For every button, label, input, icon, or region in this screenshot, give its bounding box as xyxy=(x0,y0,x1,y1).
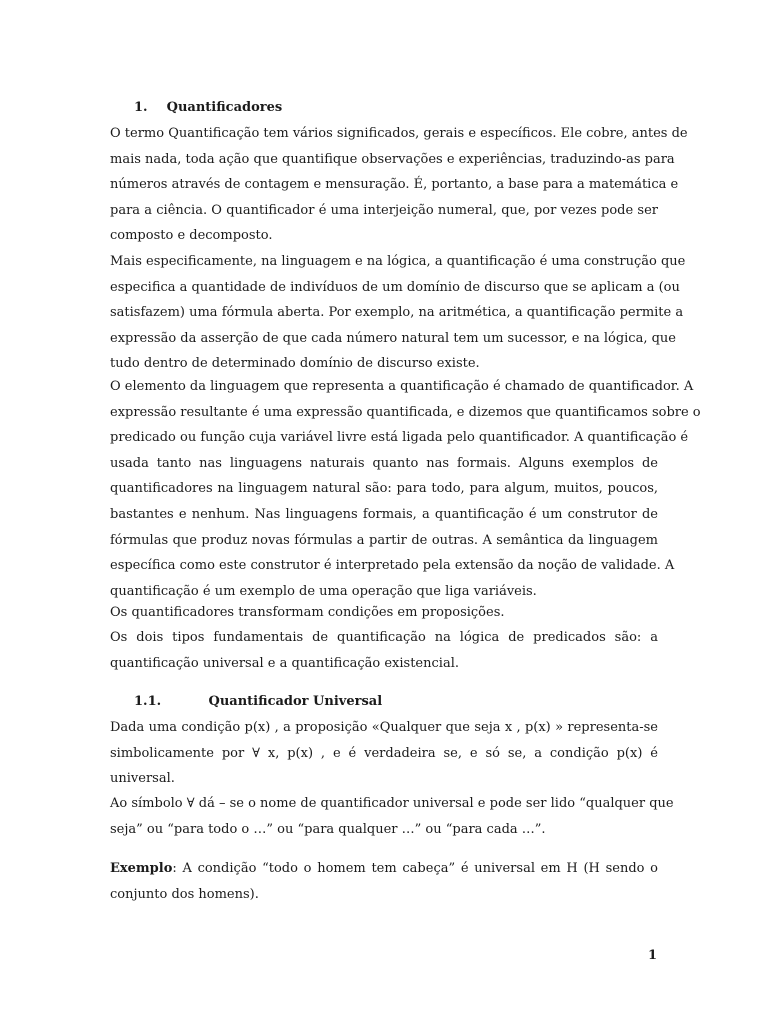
paragraph-line: Mais especificamente, na linguagem e na lógica, a quantificação é uma construção que xyxy=(110,254,686,269)
paragraph-line: O elemento da linguagem que representa a quantificação é chamado de quantificador. A xyxy=(110,379,694,394)
paragraph-line: universal. xyxy=(110,771,175,787)
paragraph-7 xyxy=(110,791,674,842)
paragraph-line: bastantes e nenhum. Nas linguagens formais, a quantificação é um construtor de xyxy=(110,506,658,522)
paragraph-5 xyxy=(110,625,658,676)
section-heading-1 xyxy=(134,98,282,118)
paragraph-line: Os quantificadores transformam condições em proposições. xyxy=(110,605,505,620)
paragraph-line: mais nada, toda ação que quantifique observações e experiências, traduzindo-as para xyxy=(110,151,675,167)
paragraph-3 xyxy=(110,374,701,604)
paragraph-line: seja” ou “para todo o …” ou “para qualquer …” ou “para cada …”. xyxy=(110,821,546,837)
example-paragraph xyxy=(110,856,658,907)
paragraph-line xyxy=(110,856,658,882)
section-title: Quantificadores xyxy=(166,100,283,115)
paragraph-4 xyxy=(110,600,658,626)
paragraph-line: usada tanto nas linguagens naturais quanto nas formais. Alguns exemplos de xyxy=(110,455,658,471)
paragraph-line: Dada uma condição p(x) , a proposição «Qualquer que seja x , p(x) » representa-se xyxy=(110,720,658,735)
section-title: Quantificador Universal xyxy=(208,694,383,709)
paragraph-line: satisfazem) uma fórmula aberta. Por exemplo, na aritmética, a quantificação permite a xyxy=(110,305,684,321)
paragraph-line: expressão da asserção de que cada número natural tem um sucessor, e na lógica, que xyxy=(110,330,676,346)
paragraph-line: para a ciência. O quantificador é uma interjeição numeral, que, por vezes pode ser xyxy=(110,202,658,218)
paragraph-line: Os dois tipos fundamentais de quantificação na lógica de predicados são: a xyxy=(110,630,658,645)
example-label: Exemplo xyxy=(110,861,173,876)
section-number: 1.1. xyxy=(134,694,162,709)
paragraph-line: quantificação universal e a quantificação existencial. xyxy=(110,655,459,671)
paragraph-line: predicado ou função cuja variável livre está ligada pelo quantificador. A quantificação é xyxy=(110,430,689,446)
paragraph-line: Ao símbolo ∀ dá – se o nome de quantificador universal e pode ser lido “qualquer que xyxy=(110,796,674,811)
paragraph-6 xyxy=(110,715,658,792)
paragraph-1 xyxy=(110,121,688,249)
paragraph-line: simbolicamente por ∀ x, p(x) , e é verdadeira se, e só se, a condição p(x) é xyxy=(110,745,658,761)
paragraph-line: quantificação é um exemplo de uma operação que liga variáveis. xyxy=(110,583,537,599)
paragraph-2 xyxy=(110,249,686,377)
section-heading-1-1 xyxy=(134,692,382,712)
paragraph-line: quantificadores na linguagem natural são: para todo, para algum, muitos, poucos, xyxy=(110,481,658,497)
example-text: : A condição “todo o homem tem cabeça” é universal em H (H sendo o xyxy=(172,861,658,876)
section-number: 1. xyxy=(134,100,148,115)
paragraph-line: específica como este construtor é interpretado pela extensão da noção de validade. A xyxy=(110,558,675,574)
paragraph-line: tudo dentro de determinado domínio de discurso existe. xyxy=(110,356,480,372)
document-page xyxy=(110,0,701,1024)
page-number: 1 xyxy=(648,948,658,963)
paragraph-line: números através de contagem e mensuração. É, portanto, a base para a matemática e xyxy=(110,177,679,193)
paragraph-line: composto e decomposto. xyxy=(110,228,273,244)
paragraph-line: O termo Quantificação tem vários significados, gerais e específicos. Ele cobre, antes de xyxy=(110,126,688,141)
paragraph-line: conjunto dos homens). xyxy=(110,886,259,902)
paragraph-line: expressão resultante é uma expressão quantificada, e dizemos que quantificamos sobre o xyxy=(110,404,701,420)
paragraph-line: fórmulas que produz novas fórmulas a partir de outras. A semântica da linguagem xyxy=(110,532,658,548)
paragraph-line: especifica a quantidade de indivíduos de um domínio de discurso que se aplicam a (ou xyxy=(110,279,680,295)
